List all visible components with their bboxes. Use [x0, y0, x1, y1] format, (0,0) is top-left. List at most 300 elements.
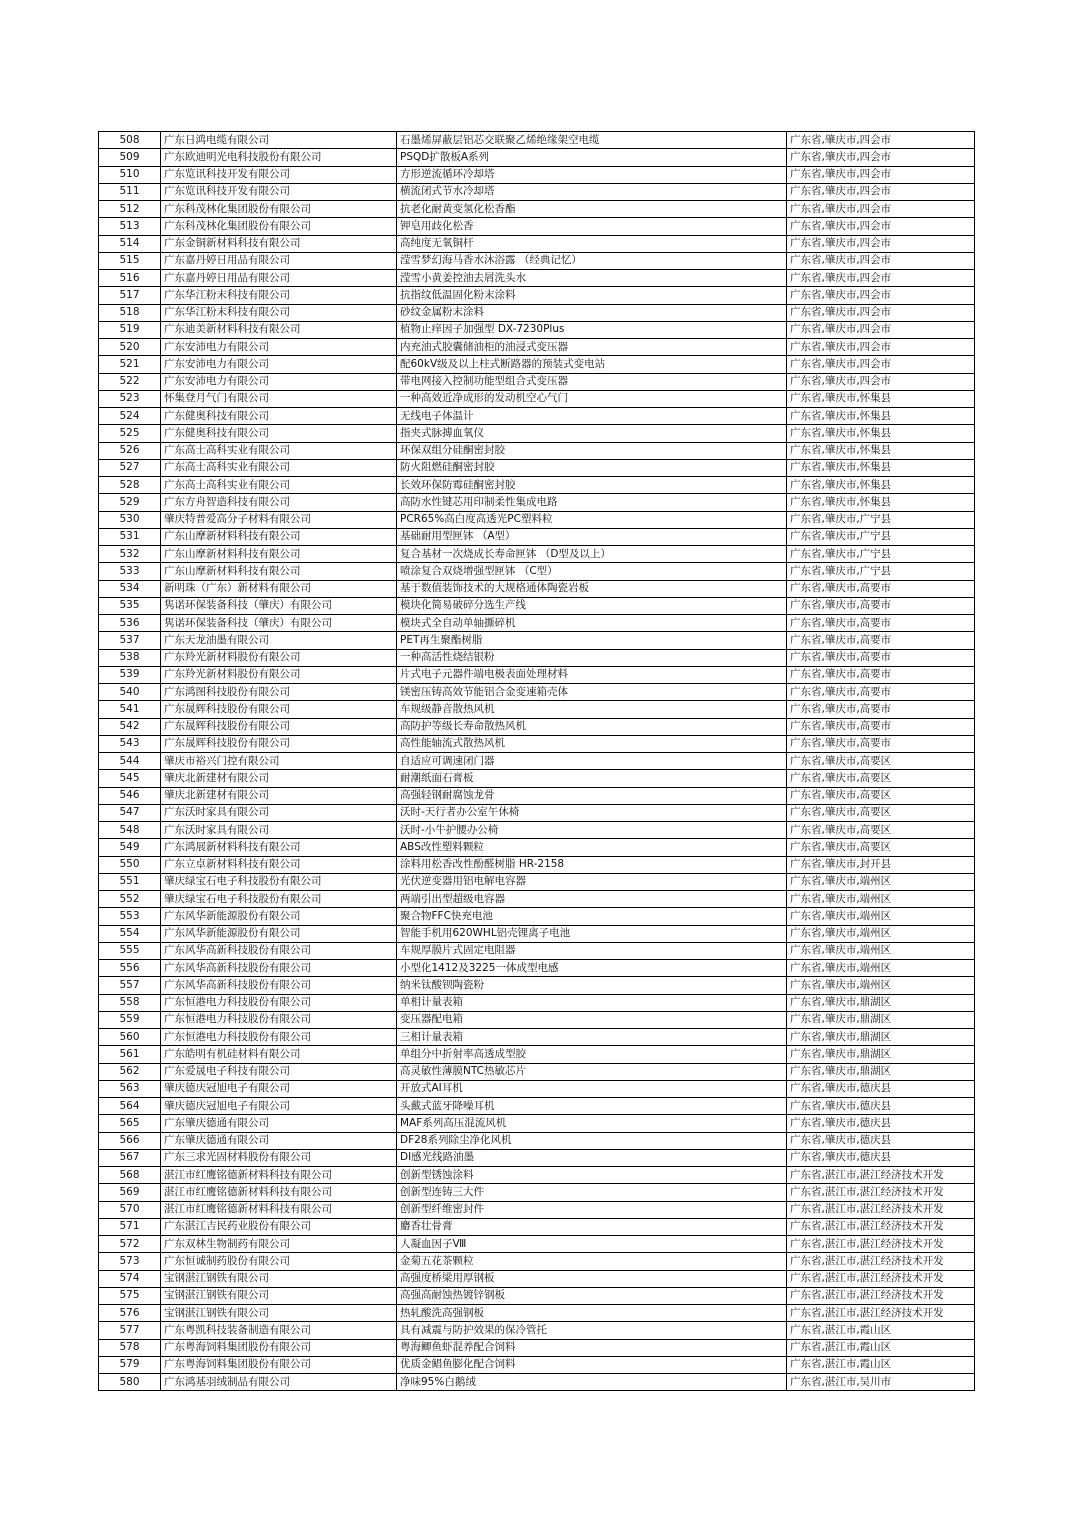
product-cell: 抗指纹低温固化粉末涂料	[397, 287, 787, 304]
region-cell: 广东省,肇庆市,高要市	[787, 684, 975, 701]
region-cell: 广东省,肇庆市,德庆县	[787, 1098, 975, 1115]
row-number-cell: 578	[99, 1339, 161, 1356]
row-number-cell: 529	[99, 494, 161, 511]
table-row	[99, 597, 975, 614]
table-row	[99, 235, 975, 252]
table-row	[99, 632, 975, 649]
product-cell: 高纯度无氧铜杆	[397, 235, 787, 252]
region-cell: 广东省,肇庆市,怀集县	[787, 459, 975, 476]
company-cell: 肇庆德庆冠旭电子有限公司	[161, 1098, 397, 1115]
region-cell: 广东省,肇庆市,高要区	[787, 787, 975, 804]
product-cell: 高强度桥梁用厚钢板	[397, 1270, 787, 1287]
row-number-cell: 534	[99, 580, 161, 597]
table-row	[99, 563, 975, 580]
company-cell: 新明珠（广东）新材料有限公司	[161, 580, 397, 597]
table-row	[99, 339, 975, 356]
row-number-cell: 540	[99, 684, 161, 701]
company-cell: 肇庆德庆冠旭电子有限公司	[161, 1080, 397, 1097]
row-number-cell: 523	[99, 390, 161, 407]
row-number-cell: 532	[99, 546, 161, 563]
table-row	[99, 856, 975, 873]
table-row	[99, 1218, 975, 1235]
table-row	[99, 1356, 975, 1373]
table-row	[99, 735, 975, 752]
product-cell: 麝香壮骨膏	[397, 1218, 787, 1235]
row-number-cell: 509	[99, 149, 161, 166]
product-cell: 纳米钛酸钡陶瓷粉	[397, 977, 787, 994]
table-row	[99, 873, 975, 890]
row-number-cell: 572	[99, 1236, 161, 1253]
product-cell: 开放式AI耳机	[397, 1080, 787, 1097]
product-cell: 人凝血因子Ⅷ	[397, 1236, 787, 1253]
region-cell: 广东省,湛江市,湛江经济技术开发	[787, 1201, 975, 1218]
company-cell: 广东华江粉末科技有限公司	[161, 287, 397, 304]
product-cell: 高强高耐蚀热镀锌钢板	[397, 1287, 787, 1304]
company-cell: 湛江市红鹰铭德新材料科技有限公司	[161, 1167, 397, 1184]
region-cell: 广东省,肇庆市,高要市	[787, 701, 975, 718]
row-number-cell: 566	[99, 1132, 161, 1149]
row-number-cell: 517	[99, 287, 161, 304]
product-cell: 车规厚膜片式固定电阻器	[397, 942, 787, 959]
product-cell: ABS改性塑料颗粒	[397, 839, 787, 856]
region-cell: 广东省,肇庆市,四会市	[787, 201, 975, 218]
product-cell: 长效环保防霉硅酮密封胶	[397, 477, 787, 494]
row-number-cell: 579	[99, 1356, 161, 1373]
region-cell: 广东省,肇庆市,端州区	[787, 873, 975, 890]
row-number-cell: 512	[99, 201, 161, 218]
region-cell: 广东省,肇庆市,四会市	[787, 183, 975, 200]
row-number-cell: 516	[99, 270, 161, 287]
company-cell: 广东风华新能源股份有限公司	[161, 908, 397, 925]
region-cell: 广东省,肇庆市,高要市	[787, 597, 975, 614]
company-cell: 肇庆北新建材有限公司	[161, 787, 397, 804]
row-number-cell: 563	[99, 1080, 161, 1097]
region-cell: 广东省,肇庆市,高要市	[787, 718, 975, 735]
region-cell: 广东省,肇庆市,鼎湖区	[787, 1011, 975, 1028]
row-number-cell: 547	[99, 804, 161, 821]
row-number-cell: 575	[99, 1287, 161, 1304]
row-number-cell: 549	[99, 839, 161, 856]
product-cell: 高强轻钢耐腐蚀龙骨	[397, 787, 787, 804]
row-number-cell: 580	[99, 1374, 161, 1391]
row-number-cell: 538	[99, 649, 161, 666]
table-row	[99, 442, 975, 459]
table-row	[99, 684, 975, 701]
region-cell: 广东省,肇庆市,四会市	[787, 373, 975, 390]
table-row	[99, 1184, 975, 1201]
table-row	[99, 528, 975, 545]
row-number-cell: 521	[99, 356, 161, 373]
company-cell: 广东山摩新材料科技有限公司	[161, 546, 397, 563]
table-row	[99, 891, 975, 908]
table-row	[99, 1063, 975, 1080]
row-number-cell: 571	[99, 1218, 161, 1235]
table-row	[99, 580, 975, 597]
table-row	[99, 1305, 975, 1322]
product-cell: 钾皂用歧化松香	[397, 218, 787, 235]
product-cell: 净味95%白鹅绒	[397, 1374, 787, 1391]
region-cell: 广东省,湛江市,霞山区	[787, 1339, 975, 1356]
company-cell: 广东恒港电力科技股份有限公司	[161, 994, 397, 1011]
table-row	[99, 1011, 975, 1028]
company-cell: 广东粤凯科技装备制造有限公司	[161, 1322, 397, 1339]
table-row	[99, 942, 975, 959]
table-row	[99, 459, 975, 476]
region-cell: 广东省,肇庆市,德庆县	[787, 1132, 975, 1149]
product-cell: 创新型连铸三大件	[397, 1184, 787, 1201]
table-row	[99, 925, 975, 942]
table-row	[99, 132, 975, 149]
company-cell: 广东羚光新材料股份有限公司	[161, 649, 397, 666]
table-row	[99, 718, 975, 735]
company-cell: 广东风华高新科技股份有限公司	[161, 960, 397, 977]
company-cell: 肇庆绿宝石电子科技股份有限公司	[161, 873, 397, 890]
product-cell: 无线电子体温计	[397, 408, 787, 425]
region-cell: 广东省,肇庆市,端州区	[787, 891, 975, 908]
company-cell: 广东欧迪明光电科技股份有限公司	[161, 149, 397, 166]
row-number-cell: 524	[99, 408, 161, 425]
company-cell: 广东沃时家具有限公司	[161, 822, 397, 839]
row-number-cell: 508	[99, 132, 161, 149]
row-number-cell: 528	[99, 477, 161, 494]
product-cell: 高灵敏性薄膜NTC热敏芯片	[397, 1063, 787, 1080]
row-number-cell: 553	[99, 908, 161, 925]
company-cell: 广东立卓新材料科技有限公司	[161, 856, 397, 873]
table-row	[99, 425, 975, 442]
row-number-cell: 546	[99, 787, 161, 804]
product-cell: 环保双组分硅酮密封胶	[397, 442, 787, 459]
region-cell: 广东省,肇庆市,鼎湖区	[787, 1063, 975, 1080]
product-cell: 模块式全自动单轴撕碎机	[397, 615, 787, 632]
product-cell: 两端引出型超级电容器	[397, 891, 787, 908]
region-cell: 广东省,肇庆市,怀集县	[787, 408, 975, 425]
product-cell: PSQD扩散板A系列	[397, 149, 787, 166]
region-cell: 广东省,肇庆市,高要市	[787, 666, 975, 683]
product-cell: 配60kV级及以上柱式断路器的预装式变电站	[397, 356, 787, 373]
region-cell: 广东省,肇庆市,端州区	[787, 908, 975, 925]
table-row	[99, 666, 975, 683]
region-cell: 广东省,肇庆市,端州区	[787, 977, 975, 994]
table-row	[99, 615, 975, 632]
region-cell: 广东省,湛江市,霞山区	[787, 1356, 975, 1373]
product-cell: 具有减震与防护效果的保冷管托	[397, 1322, 787, 1339]
company-cell: 湛江市红鹰铭德新材料科技有限公司	[161, 1201, 397, 1218]
company-cell: 隽诺环保装备科技（肇庆）有限公司	[161, 615, 397, 632]
product-cell: 小型化1412及3225一体成型电感	[397, 960, 787, 977]
company-cell: 怀集登月气门有限公司	[161, 390, 397, 407]
company-cell: 广东科茂林化集团股份有限公司	[161, 201, 397, 218]
table-row	[99, 356, 975, 373]
product-cell: 复合基材一次烧成长寿命匣钵 （D型及以上）	[397, 546, 787, 563]
row-number-cell: 531	[99, 528, 161, 545]
company-cell: 宝钢湛江钢铁有限公司	[161, 1287, 397, 1304]
row-number-cell: 518	[99, 304, 161, 321]
company-cell: 广东高士高科实业有限公司	[161, 442, 397, 459]
table-row	[99, 822, 975, 839]
region-cell: 广东省,肇庆市,四会市	[787, 339, 975, 356]
region-cell: 广东省,肇庆市,高要区	[787, 753, 975, 770]
region-cell: 广东省,肇庆市,高要市	[787, 580, 975, 597]
product-cell: 基础耐用型匣钵 （A型）	[397, 528, 787, 545]
product-list-table	[98, 131, 975, 1391]
product-cell: 沃时-天行者办公室午休椅	[397, 804, 787, 821]
row-number-cell: 522	[99, 373, 161, 390]
product-cell: 内充油式胶囊储油柜的油浸式变压器	[397, 339, 787, 356]
company-cell: 广东肇庆德通有限公司	[161, 1132, 397, 1149]
row-number-cell: 541	[99, 701, 161, 718]
table-row	[99, 1167, 975, 1184]
table-row	[99, 1029, 975, 1046]
table-row	[99, 977, 975, 994]
table-row	[99, 1287, 975, 1304]
region-cell: 广东省,肇庆市,高要区	[787, 770, 975, 787]
company-cell: 广东天龙油墨有限公司	[161, 632, 397, 649]
row-number-cell: 573	[99, 1253, 161, 1270]
company-cell: 广东三求光固材料股份有限公司	[161, 1149, 397, 1166]
company-cell: 肇庆特普爱高分子材料有限公司	[161, 511, 397, 528]
company-cell: 广东金铜新材料科技有限公司	[161, 235, 397, 252]
product-cell: PET再生聚酯树脂	[397, 632, 787, 649]
region-cell: 广东省,肇庆市,高要市	[787, 632, 975, 649]
row-number-cell: 576	[99, 1305, 161, 1322]
company-cell: 宝钢湛江钢铁有限公司	[161, 1270, 397, 1287]
region-cell: 广东省,肇庆市,高要市	[787, 735, 975, 752]
company-cell: 广东山摩新材料科技有限公司	[161, 528, 397, 545]
region-cell: 广东省,肇庆市,德庆县	[787, 1149, 975, 1166]
region-cell: 广东省,肇庆市,德庆县	[787, 1115, 975, 1132]
table-row	[99, 770, 975, 787]
company-cell: 肇庆北新建材有限公司	[161, 770, 397, 787]
table-row	[99, 511, 975, 528]
product-cell: 耐潮纸面石膏板	[397, 770, 787, 787]
row-number-cell: 519	[99, 321, 161, 338]
product-cell: 模块化简易破碎分选生产线	[397, 597, 787, 614]
product-cell: 镁密压铸高效节能铝合金变速箱壳体	[397, 684, 787, 701]
product-cell: 植物止痒因子加强型 DX-7230Plus	[397, 321, 787, 338]
table-row	[99, 1253, 975, 1270]
region-cell: 广东省,肇庆市,高要市	[787, 649, 975, 666]
company-cell: 宝钢湛江钢铁有限公司	[161, 1305, 397, 1322]
row-number-cell: 533	[99, 563, 161, 580]
row-number-cell: 552	[99, 891, 161, 908]
region-cell: 广东省,湛江市,湛江经济技术开发	[787, 1167, 975, 1184]
row-number-cell: 525	[99, 425, 161, 442]
row-number-cell: 551	[99, 873, 161, 890]
table-row	[99, 753, 975, 770]
product-cell: 单组分中折射率高透成型胶	[397, 1046, 787, 1063]
product-cell: PCR65%高白度高透光PC塑料粒	[397, 511, 787, 528]
table-row	[99, 787, 975, 804]
row-number-cell: 513	[99, 218, 161, 235]
region-cell: 广东省,肇庆市,封开县	[787, 856, 975, 873]
region-cell: 广东省,肇庆市,四会市	[787, 252, 975, 269]
table-row	[99, 1270, 975, 1287]
table-row	[99, 149, 975, 166]
company-cell: 广东日鸿电缆有限公司	[161, 132, 397, 149]
region-cell: 广东省,湛江市,湛江经济技术开发	[787, 1253, 975, 1270]
table-row	[99, 218, 975, 235]
region-cell: 广东省,肇庆市,高要市	[787, 615, 975, 632]
region-cell: 广东省,湛江市,湛江经济技术开发	[787, 1287, 975, 1304]
product-cell: 车规级静音散热风机	[397, 701, 787, 718]
company-cell: 广东晟辉科技股份有限公司	[161, 735, 397, 752]
company-cell: 广东迪美新材料科技有限公司	[161, 321, 397, 338]
product-cell: 粤海鲫鱼虾混养配合饲料	[397, 1339, 787, 1356]
company-cell: 肇庆绿宝石电子科技股份有限公司	[161, 891, 397, 908]
product-cell: 滢雪梦幻海马香水沐浴露 （经典记忆）	[397, 252, 787, 269]
row-number-cell: 569	[99, 1184, 161, 1201]
region-cell: 广东省,湛江市,湛江经济技术开发	[787, 1270, 975, 1287]
product-cell: 优质金鲳鱼膨化配合饲料	[397, 1356, 787, 1373]
table-row	[99, 1080, 975, 1097]
product-cell: MAF系列高压混流风机	[397, 1115, 787, 1132]
region-cell: 广东省,湛江市,湛江经济技术开发	[787, 1236, 975, 1253]
region-cell: 广东省,肇庆市,四会市	[787, 166, 975, 183]
row-number-cell: 526	[99, 442, 161, 459]
table-row	[99, 1322, 975, 1339]
region-cell: 广东省,肇庆市,四会市	[787, 132, 975, 149]
company-cell: 广东鸿展新材料科技有限公司	[161, 839, 397, 856]
company-cell: 湛江市红鹰铭德新材料科技有限公司	[161, 1184, 397, 1201]
region-cell: 广东省,肇庆市,广宁县	[787, 511, 975, 528]
table-row	[99, 908, 975, 925]
company-cell: 广东高士高科实业有限公司	[161, 477, 397, 494]
product-cell: DF28系列除尘净化风机	[397, 1132, 787, 1149]
table-row	[99, 183, 975, 200]
region-cell: 广东省,肇庆市,端州区	[787, 942, 975, 959]
product-cell: 指夹式脉搏血氧仪	[397, 425, 787, 442]
table-row	[99, 166, 975, 183]
company-cell: 广东晟辉科技股份有限公司	[161, 718, 397, 735]
row-number-cell: 535	[99, 597, 161, 614]
region-cell: 广东省,肇庆市,广宁县	[787, 528, 975, 545]
company-cell: 广东恒诚制药股份有限公司	[161, 1253, 397, 1270]
company-cell: 广东风华新能源股份有限公司	[161, 925, 397, 942]
table-row	[99, 546, 975, 563]
table-row	[99, 960, 975, 977]
row-number-cell: 565	[99, 1115, 161, 1132]
product-cell: 基于数值装饰技术的大规格通体陶瓷岩板	[397, 580, 787, 597]
table-row	[99, 477, 975, 494]
product-cell: 带电网接入控制功能型组合式变压器	[397, 373, 787, 390]
region-cell: 广东省,肇庆市,广宁县	[787, 546, 975, 563]
company-cell: 广东恒港电力科技股份有限公司	[161, 1029, 397, 1046]
product-cell: 聚合物FFC快充电池	[397, 908, 787, 925]
region-cell: 广东省,肇庆市,广宁县	[787, 563, 975, 580]
row-number-cell: 520	[99, 339, 161, 356]
product-cell: 方形逆流循环冷却塔	[397, 166, 787, 183]
region-cell: 广东省,肇庆市,鼎湖区	[787, 1046, 975, 1063]
company-cell: 广东鸿图科技股份有限公司	[161, 684, 397, 701]
region-cell: 广东省,肇庆市,四会市	[787, 218, 975, 235]
region-cell: 广东省,肇庆市,怀集县	[787, 425, 975, 442]
table-row	[99, 408, 975, 425]
row-number-cell: 556	[99, 960, 161, 977]
row-number-cell: 555	[99, 942, 161, 959]
company-cell: 广东沃时家具有限公司	[161, 804, 397, 821]
company-cell: 广东览讯科技开发有限公司	[161, 183, 397, 200]
region-cell: 广东省,肇庆市,怀集县	[787, 477, 975, 494]
company-cell: 广东鸿基羽绒制品有限公司	[161, 1374, 397, 1391]
product-cell: 自适应可调速闭门器	[397, 753, 787, 770]
region-cell: 广东省,湛江市,吴川市	[787, 1374, 975, 1391]
row-number-cell: 562	[99, 1063, 161, 1080]
region-cell: 广东省,肇庆市,四会市	[787, 356, 975, 373]
table-row	[99, 1201, 975, 1218]
product-cell: 涂料用松香改性酚醛树脂 HR-2158	[397, 856, 787, 873]
product-cell: 高防水性键芯用印制柔性集成电路	[397, 494, 787, 511]
table-row	[99, 321, 975, 338]
table-row	[99, 252, 975, 269]
product-cell: 喷涂复合双烧增强型匣钵 （C型）	[397, 563, 787, 580]
product-cell: 片式电子元器件端电极表面处理材料	[397, 666, 787, 683]
row-number-cell: 564	[99, 1098, 161, 1115]
company-cell: 肇庆市裕兴门控有限公司	[161, 753, 397, 770]
region-cell: 广东省,肇庆市,端州区	[787, 925, 975, 942]
row-number-cell: 558	[99, 994, 161, 1011]
company-cell: 广东皓明有机硅材料有限公司	[161, 1046, 397, 1063]
product-cell: 金菊五花茶颗粒	[397, 1253, 787, 1270]
product-cell: 智能手机用620WHL铝壳锂离子电池	[397, 925, 787, 942]
table-row	[99, 994, 975, 1011]
product-cell: 高性能轴流式散热风机	[397, 735, 787, 752]
company-cell: 广东嘉丹婷日用品有限公司	[161, 252, 397, 269]
product-cell: 高防护等级长寿命散热风机	[397, 718, 787, 735]
company-cell: 广东双林生物制药有限公司	[161, 1236, 397, 1253]
region-cell: 广东省,肇庆市,高要区	[787, 804, 975, 821]
table-row	[99, 1339, 975, 1356]
product-cell: 一种高活性烧结银粉	[397, 649, 787, 666]
product-cell: 一种高效近净成形的发动机空心气门	[397, 390, 787, 407]
company-cell: 广东晟辉科技股份有限公司	[161, 701, 397, 718]
table-row	[99, 304, 975, 321]
product-cell: 单相计量表箱	[397, 994, 787, 1011]
row-number-cell: 545	[99, 770, 161, 787]
region-cell: 广东省,肇庆市,鼎湖区	[787, 1029, 975, 1046]
table-row	[99, 1236, 975, 1253]
row-number-cell: 560	[99, 1029, 161, 1046]
region-cell: 广东省,肇庆市,四会市	[787, 235, 975, 252]
company-cell: 广东山摩新材料科技有限公司	[161, 563, 397, 580]
region-cell: 广东省,湛江市,霞山区	[787, 1322, 975, 1339]
table-row	[99, 1115, 975, 1132]
region-cell: 广东省,肇庆市,四会市	[787, 304, 975, 321]
company-cell: 广东健奥科技有限公司	[161, 408, 397, 425]
row-number-cell: 567	[99, 1149, 161, 1166]
company-cell: 广东风华高新科技股份有限公司	[161, 977, 397, 994]
table-row	[99, 1132, 975, 1149]
row-number-cell: 544	[99, 753, 161, 770]
row-number-cell: 514	[99, 235, 161, 252]
row-number-cell: 530	[99, 511, 161, 528]
row-number-cell: 559	[99, 1011, 161, 1028]
company-cell: 广东恒港电力科技股份有限公司	[161, 1011, 397, 1028]
row-number-cell: 574	[99, 1270, 161, 1287]
product-cell: 沃时-小牛护腰办公椅	[397, 822, 787, 839]
company-cell: 广东览讯科技开发有限公司	[161, 166, 397, 183]
company-cell: 广东爱晟电子科技有限公司	[161, 1063, 397, 1080]
company-cell: 广东粤海饲料集团股份有限公司	[161, 1356, 397, 1373]
row-number-cell: 570	[99, 1201, 161, 1218]
product-cell: 热轧酸洗高强钢板	[397, 1305, 787, 1322]
table-row	[99, 270, 975, 287]
table-row	[99, 373, 975, 390]
table-row	[99, 287, 975, 304]
company-cell: 广东华江粉末科技有限公司	[161, 304, 397, 321]
region-cell: 广东省,肇庆市,端州区	[787, 960, 975, 977]
row-number-cell: 550	[99, 856, 161, 873]
region-cell: 广东省,肇庆市,德庆县	[787, 1080, 975, 1097]
